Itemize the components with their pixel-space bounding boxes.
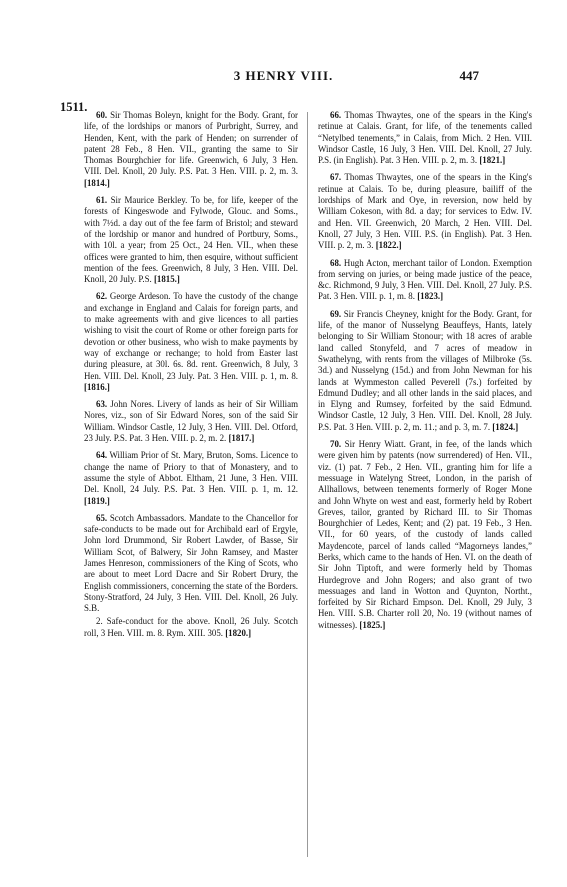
- entry-65-2: 2. Safe-conduct for the above. Knoll, 26 July. Scotch roll, 3 Hen. VIII. m. 8. Rym. XIII. 305. [1820.]: [84, 616, 298, 638]
- entry-70: 70. Sir Henry Wiatt. Grant, in fee, of the lands which were given him by patents (now surrendered) of Hen. VII., viz. (1) pat. 7 Feb., 2 Hen. VII., granting him for life a messuage in Watelyng Street, London, in the parish of Allhallows, between tenements formerly of Roger Mone and John Whyte on west and east, formerly held by Robert Greves, tailor, granted by Richard III. to Sir Thomas Bourghchier of Ledes, Kent; and (2) pat. 19 Feb., 3 Hen. VII., for 60 years, of the custody of lands called Maydencote, parcel of lands called “Magorneys landes,” Berks, which came to the hands of Hen. VI. on the death of Sir John Tiptoft, and were formerly held by Thomas Hurdegrove and John Rogers; and also grant of two messuages and land in Wotton and Quynton, Northt., forfeited by Sir Richard Empson. Del. Knoll, 29 July, 3 Hen. VIII. S.B. Charter roll 20, No. 19 (without names of witnesses). [1825.]: [318, 439, 532, 630]
- entry-63: 63. John Nores. Livery of lands as heir of Sir William Nores, viz., son of Sir Edward Nores, son of the said Sir William. Windsor Castle, 12 July, 3 Hen. VIII. Del. Otford, 23 July. P.S. Pat. 3 Hen. VIII. p. 2, m. 2. [1817.]: [84, 399, 298, 444]
- entry-61: 61. Sir Maurice Berkley. To be, for life, keeper of the forests of Kingeswode and Fylwode, Glouc. and Soms., with 7½d. a day out of the fee farm of Bristol; and steward of the lordship or manor and hundred of Portbury, Soms., with 10l. a year; from 25 Oct., 24 Hen. VII., when these offices were granted to him, then esquire, without sufficient mention of the fees. Greenwich, 8 July, 3 Hen. VIII. Del. Knoll, 20 July. P.S. [1815.]: [84, 195, 298, 285]
- page-header: [0, 68, 567, 88]
- entry-68: 68. Hugh Acton, merchant tailor of London. Exemption from serving on juries, or being made justice of the peace, &c. Richmond, 9 July, 3 Hen. VIII. Del. Knoll, 27 July. P.S. Pat. 3 Hen. VIII. p. 1, m. 8. [1823.]: [318, 257, 532, 302]
- right-column: [318, 110, 532, 637]
- entry-60: 60. Sir Thomas Boleyn, knight for the Body. Grant, for life, of the lordships or manors of Purbright, Surrey, and Henden, Kent, with the park of Henden; on surrender of patent 28 Feb., 8 Hen. VII., granting the same to Sir Thomas Bourghchier for life. Greenwich, 6 July, 3 Hen. VIII. Del. Knoll, 20 July. P.S. Pat. 3 Hen. VIII. p. 2, m. 3. [1814.]: [84, 110, 298, 188]
- year-marker: 1511.: [60, 100, 88, 114]
- entry-64: 64. William Prior of St. Mary, Bruton, Soms. Licence to change the name of Priory to that of Monastery, and to assume the style of Abbot. Eltham, 21 June, 3 Hen. VIII. Del. Knoll, 24 July. P.S. Pat. 3 Hen. VIII. p. 1, m. 12. [1819.]: [84, 450, 298, 506]
- entry-69: 69. Sir Francis Cheyney, knight for the Body. Grant, for life, of the manor of Nusselyng Beauffeys, Hants, lately belonging to Sir William Stonour; with 18 acres of arable land called Stonyfeld, and 7 acres of meadow in Swathelyng, with rents from the villages of Milbroke (5s. 3d.) and Nusselyng (15d.) and from John Newman for his lands at Wymmeston called Peverell (7s.) forfeited by Edmund Dudley; and all other lands in the said places, and in Elyng and Rumsey, forfeited by the said Edmund. Windsor Castle, 12 July, 3 Hen. VIII. Del. Knoll, 28 July. P.S. Pat. 3 Hen. VIII. p. 2, m. 11.; and p. 3, m. 7. [1824.]: [318, 308, 532, 432]
- entry-66: 66. Thomas Thwaytes, one of the spears in the King's retinue at Calais. Grant, for life, of the tenements called “Netylbed tenements,” in Calais, from Mich. 2 Hen. VIII. Windsor Castle, 16 July, 3 Hen. VIII. Del. Knoll, 27 July. P.S. (in English). Pat. 3 Hen. VIII. p. 2, m. 3. [1821.]: [318, 110, 532, 166]
- running-head: 3 HENRY VIII.: [233, 68, 334, 83]
- entry-65: 65. Scotch Ambassadors. Mandate to the Chancellor for safe-conducts to be made out for Archibald earl of Ergyle, John lord Drummond, Sir Robert Lawder, of Basse, Sir William Scot, of Balwery, Sir John Ramsey, and Master James Henreson, commissioners of the King of Scots, who are about to meet Lord Dacre and Sir Robert Drury, the English commissioners, concerning the state of the Borders. Stony-Stratford, 24 July, 3 Hen. VIII. Del. Knoll, 26 July. S.B.: [84, 512, 298, 614]
- entry-67: 67. Thomas Thwaytes, one of the spears in the King's retinue at Calais. To be, during pleasure, bailiff of the lordships of Mark and Oye, in reversion, now held by William Cokeson, with 8d. a day; for services to Edw. IV. and Hen. VII. Greenwich, 20 March, 2 Hen. VIII. Del. Knoll, 27 July, 3 Hen. VIII. P.S. (in English). Pat. 3 Hen. VIII. p. 2, m. 3. [1822.]: [318, 172, 532, 251]
- entry-62: 62. George Ardeson. To have the custody of the change and exchange in England and Calais for foreign parts, and to make agreements with and give licences to all parties wishing to visit the court of Rome or other foreign parts for devotion or other business, who wish to make payments by way of exchange or rechange; to hold from Easter last during pleasure, at 30l. 6s. 8d. rent. Greenwich, 8 July, 3 Hen. VIII. Del. Knoll, 23 July. Pat. 3 Hen. VIII. p. 1, m. 8. [1816.]: [84, 291, 298, 392]
- page-number: 447: [459, 68, 479, 83]
- left-column: [84, 110, 298, 645]
- column-divider: [307, 112, 308, 857]
